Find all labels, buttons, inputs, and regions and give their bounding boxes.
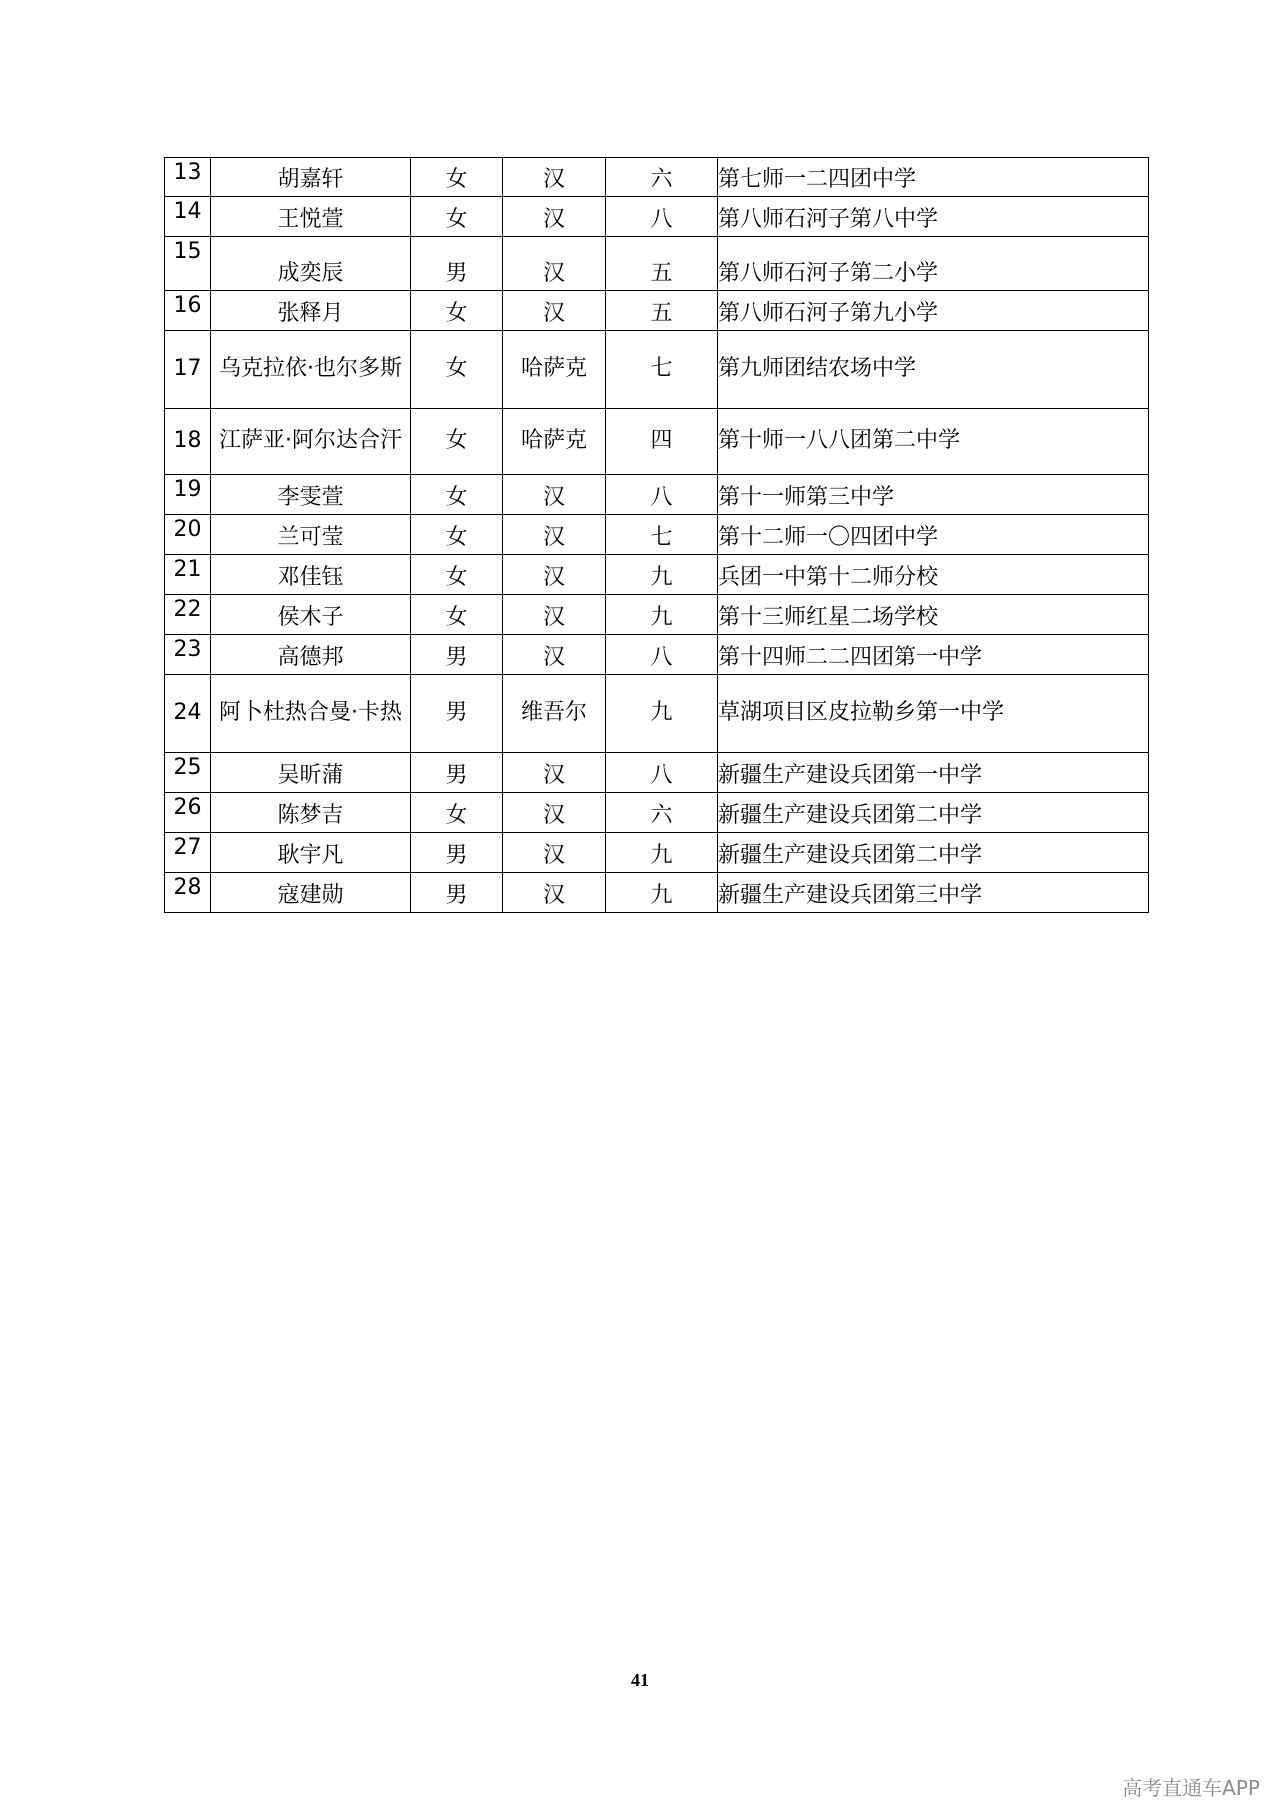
student-name: 阿卜杜热合曼·卡热 (211, 675, 411, 753)
student-ethnicity: 汉 (503, 475, 606, 515)
student-sex: 女 (411, 291, 503, 331)
student-sex: 女 (411, 793, 503, 833)
student-sex: 男 (411, 635, 503, 675)
table-row (165, 555, 1149, 595)
student-school: 第十一师第三中学 (718, 475, 1149, 515)
student-sex: 女 (411, 158, 503, 197)
student-school: 第十三师红星二场学校 (718, 595, 1149, 635)
student-ethnicity: 汉 (503, 515, 606, 555)
student-name: 张释月 (211, 291, 411, 331)
student-sex: 女 (411, 555, 503, 595)
student-grade: 八 (606, 197, 718, 237)
row-number: 16 (165, 291, 211, 331)
student-grade: 七 (606, 331, 718, 409)
student-ethnicity: 汉 (503, 793, 606, 833)
student-ethnicity: 汉 (503, 237, 606, 291)
student-sex: 男 (411, 237, 503, 291)
student-name: 乌克拉依·也尔多斯 (211, 331, 411, 409)
student-ethnicity: 汉 (503, 753, 606, 793)
student-school: 第七师一二四团中学 (718, 158, 1149, 197)
row-number: 18 (165, 409, 211, 475)
student-grade: 四 (606, 409, 718, 475)
student-name: 寇建勋 (211, 873, 411, 913)
student-ethnicity: 哈萨克 (503, 331, 606, 409)
student-sex: 男 (411, 833, 503, 873)
table-row (165, 753, 1149, 793)
student-name: 吴昕蒲 (211, 753, 411, 793)
student-school: 新疆生产建设兵团第三中学 (718, 873, 1149, 913)
student-ethnicity: 汉 (503, 158, 606, 197)
student-sex: 男 (411, 873, 503, 913)
student-grade: 九 (606, 833, 718, 873)
student-ethnicity: 汉 (503, 197, 606, 237)
student-school: 草湖项目区皮拉勒乡第一中学 (718, 675, 1149, 753)
student-grade: 八 (606, 635, 718, 675)
table-row (165, 873, 1149, 913)
student-school: 第九师团结农场中学 (718, 331, 1149, 409)
row-number: 20 (165, 515, 211, 555)
student-grade: 五 (606, 291, 718, 331)
student-name: 成奕辰 (211, 237, 411, 291)
row-number: 19 (165, 475, 211, 515)
student-school: 第十二师一〇四团中学 (718, 515, 1149, 555)
student-sex: 女 (411, 515, 503, 555)
student-school: 第八师石河子第八中学 (718, 197, 1149, 237)
student-name: 王悦萱 (211, 197, 411, 237)
table-row (165, 595, 1149, 635)
student-name: 江萨亚·阿尔达合汗 (211, 409, 411, 475)
student-roster-table (164, 157, 1149, 913)
student-ethnicity: 汉 (503, 833, 606, 873)
student-school: 新疆生产建设兵团第二中学 (718, 793, 1149, 833)
student-sex: 女 (411, 197, 503, 237)
student-grade: 六 (606, 793, 718, 833)
student-grade: 九 (606, 595, 718, 635)
student-sex: 女 (411, 475, 503, 515)
row-number: 25 (165, 753, 211, 793)
student-school: 第八师石河子第九小学 (718, 291, 1149, 331)
student-sex: 女 (411, 409, 503, 475)
student-grade: 五 (606, 237, 718, 291)
roster-body (165, 158, 1149, 913)
student-ethnicity: 汉 (503, 595, 606, 635)
table-row (165, 331, 1149, 409)
student-ethnicity: 汉 (503, 291, 606, 331)
student-grade: 八 (606, 475, 718, 515)
watermark: 高考直通车APP (1122, 1776, 1260, 1800)
student-school: 第十四师二二四团第一中学 (718, 635, 1149, 675)
student-ethnicity: 哈萨克 (503, 409, 606, 475)
student-ethnicity: 汉 (503, 873, 606, 913)
student-grade: 九 (606, 873, 718, 913)
table-row (165, 635, 1149, 675)
row-number: 23 (165, 635, 211, 675)
row-number: 14 (165, 197, 211, 237)
student-grade: 七 (606, 515, 718, 555)
table-row (165, 475, 1149, 515)
row-number: 22 (165, 595, 211, 635)
page-number: 41 (631, 1670, 649, 1690)
student-sex: 女 (411, 595, 503, 635)
table-row (165, 793, 1149, 833)
student-grade: 六 (606, 158, 718, 197)
row-number: 13 (165, 158, 211, 197)
table-row (165, 158, 1149, 197)
table-row (165, 833, 1149, 873)
table-row (165, 409, 1149, 475)
student-sex: 男 (411, 753, 503, 793)
student-grade: 九 (606, 675, 718, 753)
table-row (165, 291, 1149, 331)
student-school: 兵团一中第十二师分校 (718, 555, 1149, 595)
student-name: 高德邦 (211, 635, 411, 675)
row-number: 17 (165, 331, 211, 409)
table-row (165, 197, 1149, 237)
student-name: 耿宇凡 (211, 833, 411, 873)
student-name: 胡嘉轩 (211, 158, 411, 197)
student-school: 新疆生产建设兵团第二中学 (718, 833, 1149, 873)
student-name: 兰可莹 (211, 515, 411, 555)
student-name: 侯木子 (211, 595, 411, 635)
student-ethnicity: 汉 (503, 635, 606, 675)
student-school: 第八师石河子第二小学 (718, 237, 1149, 291)
table-row (165, 515, 1149, 555)
student-name: 邓佳钰 (211, 555, 411, 595)
student-school: 第十师一八八团第二中学 (718, 409, 1149, 475)
table-row (165, 675, 1149, 753)
student-school: 新疆生产建设兵团第一中学 (718, 753, 1149, 793)
row-number: 24 (165, 675, 211, 753)
table-row (165, 237, 1149, 291)
row-number: 28 (165, 873, 211, 913)
student-grade: 九 (606, 555, 718, 595)
row-number: 27 (165, 833, 211, 873)
row-number: 21 (165, 555, 211, 595)
row-number: 15 (165, 237, 211, 291)
student-sex: 女 (411, 331, 503, 409)
student-ethnicity: 汉 (503, 555, 606, 595)
student-sex: 男 (411, 675, 503, 753)
student-ethnicity: 维吾尔 (503, 675, 606, 753)
student-grade: 八 (606, 753, 718, 793)
student-name: 陈梦吉 (211, 793, 411, 833)
student-name: 李雯萱 (211, 475, 411, 515)
row-number: 26 (165, 793, 211, 833)
